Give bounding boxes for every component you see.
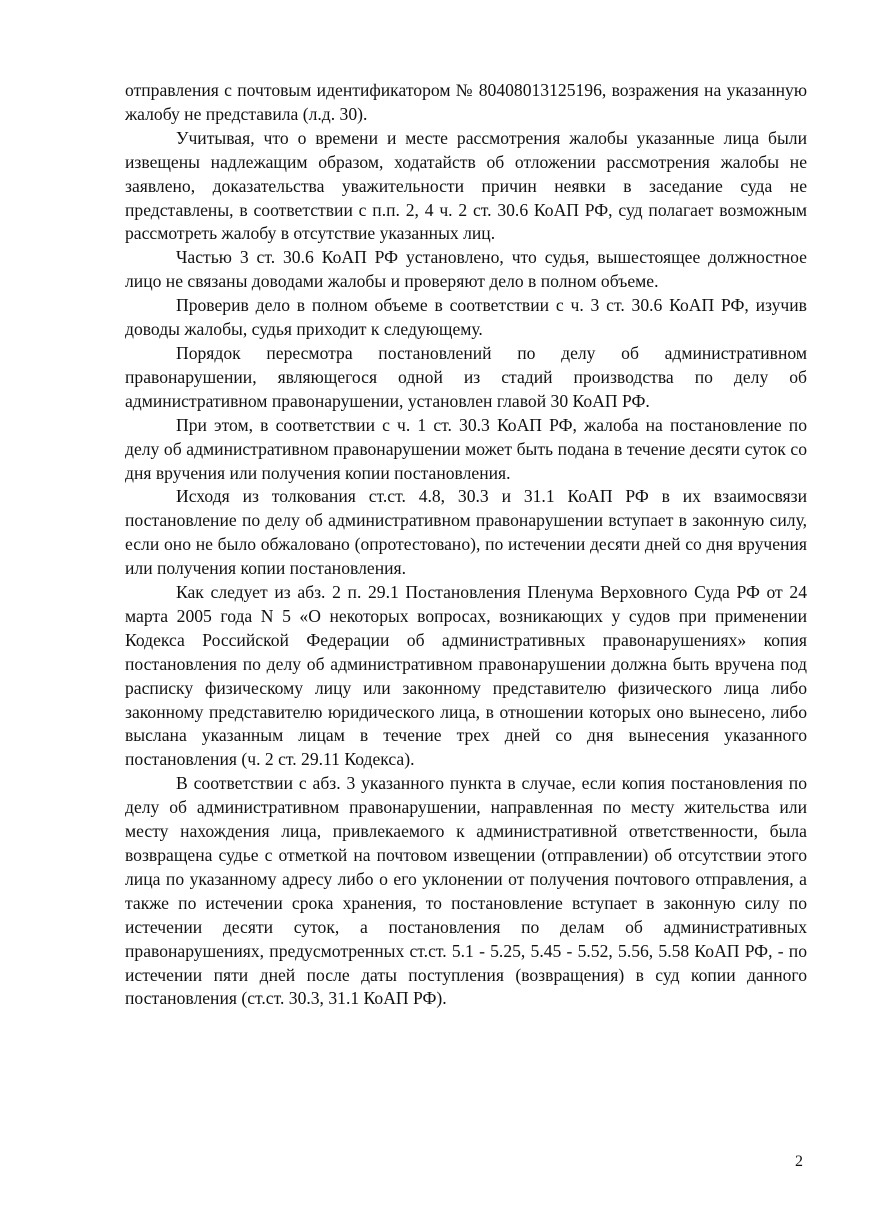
page-number: 2 (795, 1153, 803, 1170)
paragraph: В соответствии с абз. 3 указанного пункта в случае, если копия постановления по делу об административном правонарушении, направленная по месту жительства или месту нахождения лица, привлекаемого к административной ответственности, была возвращена судье с отметкой на почтовом извещении (отправлении) об отсутствии этого лица по указанному адресу либо о его уклонении от получения почтового отправления, а также по истечении срока хранения, то постановление вступает в законную силу по истечении десяти суток, а постановления по делам об административных правонарушениях, предусмотренных ст.ст. 5.1 - 5.25, 5.45 - 5.52, 5.56, 5.58 КоАП РФ, - по истечении пяти дней после даты поступления (возвращения) в суд копии данного постановления (ст.ст. 30.3, 31.1 КоАП РФ). (125, 773, 807, 1009)
paragraph: Частью 3 ст. 30.6 КоАП РФ установлено, что судья, вышестоящее должностное лицо не связаны доводами жалобы и проверяют дело в полном объеме. (125, 247, 807, 292)
paragraph: Проверив дело в полном объеме в соответствии с ч. 3 ст. 30.6 КоАП РФ, изучив доводы жалобы, судья приходит к следующему. (125, 295, 807, 340)
paragraph: Учитывая, что о времени и месте рассмотрения жалобы указанные лица были извещены надлежащим образом, ходатайств об отложении рассмотрения жалобы не заявлено, доказательства уважительности причин неявки в заседание суда не представлены, в соответствии с п.п. 2, 4 ч. 2 ст. 30.6 КоАП РФ, суд полагает возможным рассмотреть жалобу в отсутствие указанных лиц. (125, 127, 807, 244)
document-body (125, 79, 807, 1011)
paragraph-continuation: отправления с почтовым идентификатором № 80408013125196, возражения на указанную жалобу не представила (л.д. 30). (125, 80, 807, 124)
paragraph: Порядок пересмотра постановлений по делу об административном правонарушении, являющегося одной из стадий производства по делу об административном правонарушении, установлен главой 30 КоАП РФ. (125, 342, 807, 411)
paragraph: Как следует из абз. 2 п. 29.1 Постановления Пленума Верховного Суда РФ от 24 марта 2005 года N 5 «О некоторых вопросах, возникающих у судов при применении Кодекса Российской Федерации об административных правонарушениях» копия постановления по делу об административном правонарушении должна быть вручена под расписку физическому лицу или законному представителю физического лица либо законному представителю юридического лица, в отношении которых оно вынесено, либо выслана указанным лицам в течение трех дней со дня вынесения указанного постановления (ч. 2 ст. 29.11 Кодекса). (125, 582, 807, 770)
paragraph: Исходя из толкования ст.ст. 4.8, 30.3 и 31.1 КоАП РФ в их взаимосвязи постановление по делу об административном правонарушении вступает в законную силу, если оно не было обжаловано (опротестовано), по истечении десяти дней со дня вручения или получения копии постановления. (125, 486, 807, 579)
paragraph: При этом, в соответствии с ч. 1 ст. 30.3 КоАП РФ, жалоба на постановление по делу об административном правонарушении может быть подана в течение десяти суток со дня вручения или получения копии постановления. (125, 414, 807, 483)
